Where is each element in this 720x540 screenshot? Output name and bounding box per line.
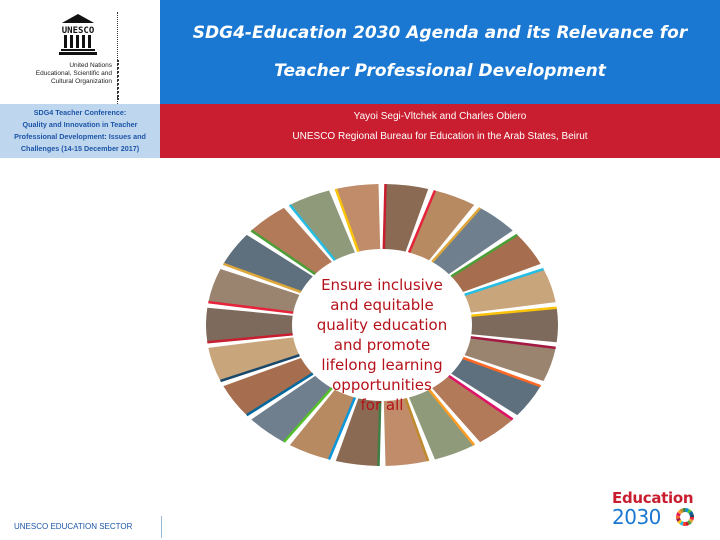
footer-divider [161,516,162,538]
conference-box [0,104,160,158]
unesco-org-name: United Nations Educational, Scientific and Cultural Organization [35,62,112,85]
goal-line: opportunities [332,376,432,394]
title-band [160,0,720,104]
authors: Yayoi Segi-Vltchek and Charles Obiero [353,111,527,122]
unesco-emblem-text [58,23,98,35]
logo-dotted-divider [117,12,124,104]
education-year: 2030 [612,505,661,529]
goal-line: quality education [316,316,448,334]
sdg4-photo-wheel [206,184,558,466]
goal-line: lifelong learning [321,356,443,374]
footer-sector: UNESCO EDUCATION SECTOR [14,522,133,531]
goal-line: Ensure inclusive [321,276,443,294]
education-2030-logo [612,490,704,530]
goal-line: and equitable [330,296,434,314]
goal-statement [317,276,448,414]
goal-line: and promote [333,336,431,354]
svg-text:UNESCO: UNESCO [61,26,95,35]
goal-line: for all [360,396,404,414]
segment-color-stripe [384,184,386,249]
photo-segment [471,308,558,343]
unesco-temple-icon [58,12,98,58]
presenters-band [160,104,720,158]
education-word: Education [612,489,694,507]
conference-text: SDG4 Teacher Conference: Quality and Innovation in Teacher Professional Development: Issues and Challenges (14-15 December 2017) [14,108,146,153]
unesco-logo [0,0,160,104]
photo-segment [206,308,293,343]
presentation-title: SDG4-Education 2030 Agenda and its Relevance for Teacher Professional Development [192,23,688,81]
bureau: UNESCO Regional Bureau for Education in the Arab States, Beirut [292,131,588,142]
sdg-color-wheel-icon [676,508,694,526]
